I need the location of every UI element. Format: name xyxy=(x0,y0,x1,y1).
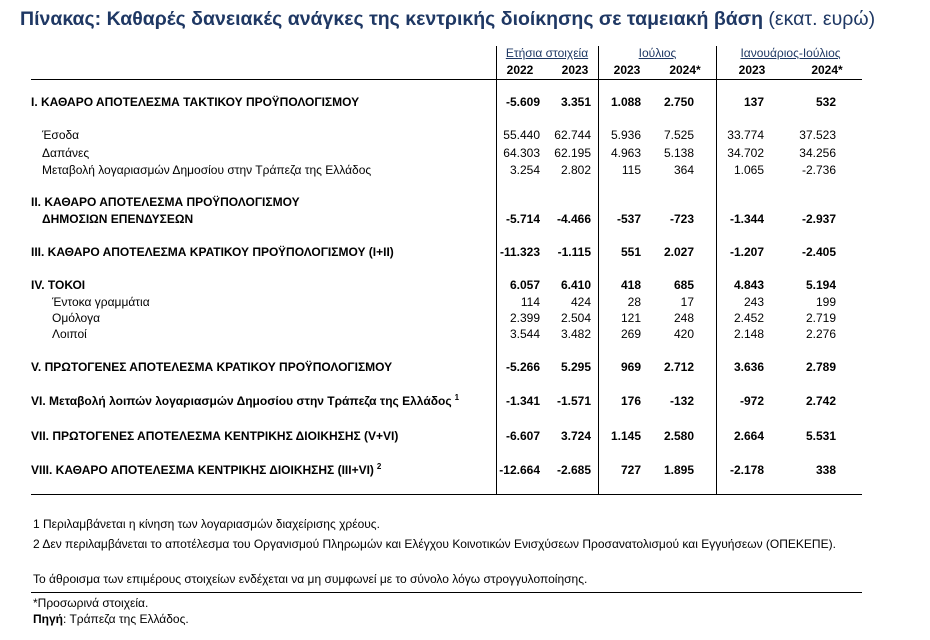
year-header: 2024* xyxy=(811,63,843,77)
row-label-text: Έσοδα xyxy=(42,128,80,142)
table-cell: 137 xyxy=(743,95,764,109)
table-cell: 176 xyxy=(620,394,641,408)
table-row xyxy=(0,393,930,409)
table-cell: 37.523 xyxy=(799,128,836,142)
footnote-marker: 2 xyxy=(376,462,382,471)
table-row xyxy=(0,244,930,260)
table-cell: 727 xyxy=(620,463,641,477)
table-row xyxy=(0,94,930,110)
table-cell: 55.440 xyxy=(503,128,540,142)
table-cell: 248 xyxy=(673,311,694,325)
table-cell: -2.937 xyxy=(801,212,836,226)
table-cell: 1.065 xyxy=(733,163,764,177)
table-row xyxy=(0,310,930,326)
row-label xyxy=(31,194,300,210)
table-row xyxy=(0,127,930,143)
column-divider xyxy=(496,46,497,494)
table-cell: 6.057 xyxy=(509,278,540,292)
row-label-text: Έντοκα γραμμάτια xyxy=(52,295,150,309)
row-label xyxy=(42,211,193,227)
table-cell: 114 xyxy=(520,295,540,309)
row-label xyxy=(52,310,100,326)
row-label-text: Μεταβολή λογαριασμών Δημοσίου στην Τράπεζα της Ελλάδος xyxy=(42,163,372,177)
table-cell: 2.399 xyxy=(509,311,540,325)
row-label xyxy=(31,428,398,444)
table-cell: 418 xyxy=(620,278,641,292)
table-cell: 5.531 xyxy=(805,429,836,443)
table-row xyxy=(0,211,930,227)
table-cell: 2.276 xyxy=(805,327,836,341)
table-cell: -537 xyxy=(616,212,641,226)
title-unit: (εκατ. ευρώ) xyxy=(768,8,876,30)
row-label-text: II. ΚΑΘΑΡΟ ΑΠΟΤΕΛΕΣΜΑ ΠΡΟΫΠΟΛΟΓΙΣΜΟΥ xyxy=(31,195,300,209)
table-cell: 5.194 xyxy=(805,278,836,292)
column-divider xyxy=(716,46,717,494)
table-row xyxy=(0,277,930,293)
table-cell: 420 xyxy=(673,327,694,341)
row-label xyxy=(31,277,85,293)
table-cell: 3.254 xyxy=(509,163,540,177)
table-cell: 199 xyxy=(815,295,836,309)
table-cell: 3.636 xyxy=(733,360,764,374)
table-cell: 4.843 xyxy=(733,278,764,292)
table-cell: -5.714 xyxy=(505,212,540,226)
row-label xyxy=(42,145,89,161)
table-cell: 243 xyxy=(743,295,764,309)
table-cell: 4.963 xyxy=(610,146,641,160)
row-label xyxy=(31,359,392,375)
page-title xyxy=(20,8,875,31)
table-cell: 34.256 xyxy=(799,146,836,160)
table-cell: -5.266 xyxy=(505,360,540,374)
table-cell: 64.303 xyxy=(503,146,540,160)
column-divider xyxy=(598,46,599,494)
table-cell: 115 xyxy=(621,163,641,177)
provisional-note: *Προσωρινά στοιχεία. xyxy=(33,596,149,610)
footnote-1: 1 Περιλαμβάνεται η κίνηση των λογαριασμών διαχείρισης χρέους. xyxy=(33,517,380,531)
table-row xyxy=(0,194,930,210)
table-cell: 33.774 xyxy=(727,128,764,142)
table-cell: 532 xyxy=(815,95,836,109)
rounding-note: Το άθροισμα των επιμέρους στοιχείων ενδέχεται να μη συμφωνεί με το σύνολο λόγω στρογγυλοποίησης. xyxy=(33,572,588,586)
row-label xyxy=(52,294,150,310)
table-cell: -1.571 xyxy=(556,394,591,408)
table-cell: -723 xyxy=(669,212,694,226)
table-row xyxy=(0,428,930,444)
table-cell: 2.719 xyxy=(805,311,836,325)
table-cell: 3.724 xyxy=(560,429,591,443)
table-cell: 62.195 xyxy=(554,146,591,160)
table-cell: 2.027 xyxy=(663,245,694,259)
table-cell: 2.580 xyxy=(663,429,694,443)
row-label-text: VII. ΠΡΩΤΟΓΕΝΕΣ ΑΠΟΤΕΛΕΣΜΑ ΚΕΝΤΡΙΚΗΣ ΔΙΟΙΚΗΣΗΣ (V+VI) xyxy=(31,429,399,443)
table-cell: -1.115 xyxy=(557,245,591,259)
table-cell: 2.750 xyxy=(663,95,694,109)
row-label xyxy=(42,127,79,143)
table-cell: -6.607 xyxy=(505,429,540,443)
table-cell: -1.341 xyxy=(505,394,540,408)
table-cell: 1.088 xyxy=(610,95,641,109)
table-row xyxy=(0,162,930,178)
table-cell: 269 xyxy=(620,327,641,341)
notes-rule xyxy=(31,592,862,593)
table-cell: 7.525 xyxy=(663,128,694,142)
table-cell: -2.736 xyxy=(801,163,836,177)
row-label xyxy=(52,326,87,342)
table-row xyxy=(0,462,930,478)
row-label-text: V. ΠΡΩΤΟΓΕΝΕΣ ΑΠΟΤΕΛΕΣΜΑ ΚΡΑΤΙΚΟΥ ΠΡΟΫΠΟΛΟΓΙΣΜΟΥ xyxy=(31,360,393,374)
year-header: 2023 xyxy=(561,63,589,77)
table-cell: -2.405 xyxy=(801,245,836,259)
table-cell: 2.452 xyxy=(733,311,764,325)
source-text: : Τράπεζα της Ελλάδος. xyxy=(63,612,189,626)
table-cell: -132 xyxy=(669,394,694,408)
table-cell: 5.295 xyxy=(560,360,591,374)
table-cell: -972 xyxy=(739,394,764,408)
table-cell: 121 xyxy=(620,311,641,325)
footnote-2: 2 Δεν περιλαμβάνεται το αποτέλεσμα του Οργανισμού Πληρωμών και Ελέγχου Κοινοτικών Ενισχύσεων Προσανατολισμού και Εγγυήσεων (ΟΠΕΚΕΠΕ). xyxy=(33,537,836,551)
table-cell: -4.466 xyxy=(556,212,591,226)
table-row xyxy=(0,294,930,310)
table-cell: -5.609 xyxy=(505,95,540,109)
row-label-text: IV. ΤΟΚΟΙ xyxy=(31,278,86,292)
table-cell: 17 xyxy=(680,295,694,309)
table-cell: 3.482 xyxy=(560,327,591,341)
table-cell: 685 xyxy=(673,278,694,292)
table-cell: 2.148 xyxy=(733,327,764,341)
table-cell: 34.702 xyxy=(727,146,764,160)
year-header: 2024* xyxy=(669,63,701,77)
table-cell: 1.145 xyxy=(610,429,641,443)
table-cell: 28 xyxy=(627,295,641,309)
table-cell: -1.207 xyxy=(729,245,764,259)
header-rule xyxy=(31,79,862,80)
year-header: 2023 xyxy=(613,63,641,77)
table-cell: 364 xyxy=(673,163,694,177)
table-cell: 62.744 xyxy=(554,128,591,142)
row-label-text: Ομόλογα xyxy=(52,311,101,325)
table-cell: 2.802 xyxy=(560,163,591,177)
year-header: 2022 xyxy=(506,63,534,77)
table-cell: 551 xyxy=(620,245,641,259)
table-cell: 2.664 xyxy=(733,429,764,443)
table-row xyxy=(0,145,930,161)
table-cell: -12.664 xyxy=(499,463,540,477)
table-cell: 2.504 xyxy=(560,311,591,325)
table-cell: 3.351 xyxy=(560,95,591,109)
table-cell: -2.685 xyxy=(556,463,591,477)
row-label-text: VI. Μεταβολή λοιπών λογαριασμών Δημοσίου στην Τράπεζα της Ελλάδος xyxy=(31,394,452,408)
row-label-text: ΔΗΜΟΣΙΩΝ ΕΠΕΝΔΥΣΕΩΝ xyxy=(42,212,194,226)
table-cell: 2.742 xyxy=(805,394,836,408)
table-cell: -2.178 xyxy=(729,463,764,477)
row-label-text: Λοιποί xyxy=(52,327,87,341)
title-main: Πίνακας: Καθαρές δανειακές ανάγκες της κεντρικής διοίκησης σε ταμειακή βάση xyxy=(20,8,763,30)
table-cell: 424 xyxy=(570,295,591,309)
row-label-text: I. ΚΑΘΑΡΟ ΑΠΟΤΕΛΕΣΜΑ ΤΑΚΤΙΚΟΥ ΠΡΟΫΠΟΛΟΓΙΣΜΟΥ xyxy=(31,95,360,109)
table-cell: 969 xyxy=(620,360,641,374)
row-label xyxy=(42,162,371,178)
row-label-text: III. ΚΑΘΑΡΟ ΑΠΟΤΕΛΕΣΜΑ ΚΡΑΤΙΚΟΥ ΠΡΟΫΠΟΛΟΓΙΣΜΟΥ (I+II) xyxy=(31,245,394,259)
row-label xyxy=(31,94,359,110)
footnote-marker: 1 xyxy=(454,393,460,402)
row-label-text: VIII. ΚΑΘΑΡΟ ΑΠΟΤΕΛΕΣΜΑ ΚΕΝΤΡΙΚΗΣ ΔΙΟΙΚΗΣΗΣ (III+VI) xyxy=(31,463,374,477)
source-label: Πηγή xyxy=(33,612,63,626)
table-bottom-rule xyxy=(31,494,862,495)
table-cell: 2.712 xyxy=(663,360,694,374)
header-july: Ιούλιος xyxy=(638,46,677,60)
row-label xyxy=(31,393,459,409)
table-row xyxy=(0,359,930,375)
year-header: 2023 xyxy=(738,63,766,77)
row-label-text: Δαπάνες xyxy=(42,146,90,160)
table-cell: -11.323 xyxy=(499,245,540,259)
table-cell: 5.138 xyxy=(663,146,694,160)
table-cell: 2.789 xyxy=(805,360,836,374)
table-cell: 5.936 xyxy=(610,128,641,142)
table-cell: 338 xyxy=(815,463,836,477)
source-note xyxy=(33,612,189,626)
table-cell: 6.410 xyxy=(560,278,591,292)
table-row xyxy=(0,326,930,342)
table-cell: -1.344 xyxy=(729,212,764,226)
table-cell: 3.544 xyxy=(509,327,540,341)
table-cell: 1.895 xyxy=(663,463,694,477)
header-janjul: Ιανουάριος-Ιούλιος xyxy=(740,46,841,60)
row-label xyxy=(31,462,381,478)
header-annual: Ετήσια στοιχεία xyxy=(505,46,589,60)
row-label xyxy=(31,244,394,260)
